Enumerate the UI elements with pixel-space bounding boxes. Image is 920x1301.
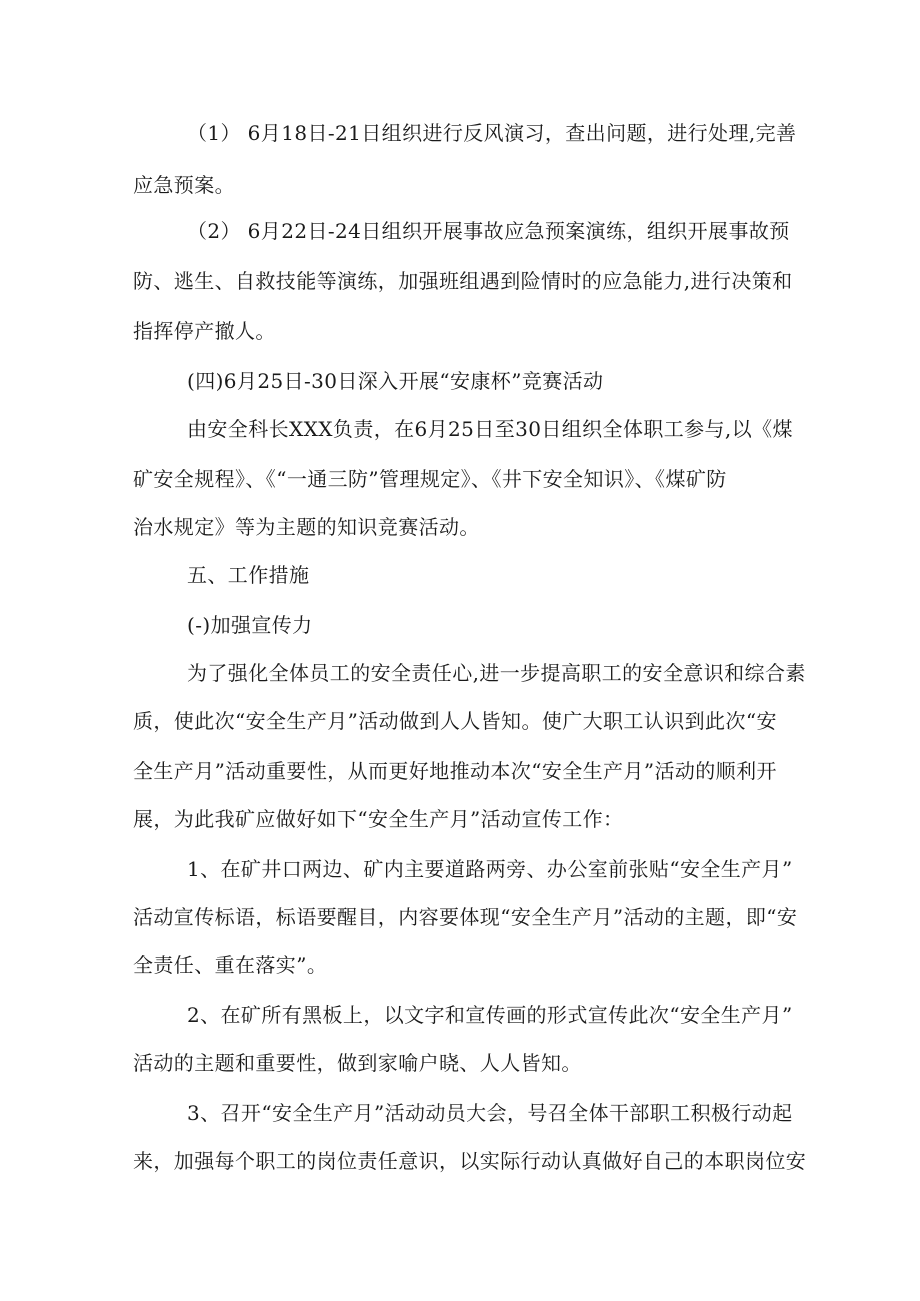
text-line: 活动宣传标语，标语要醒目，内容要体现“安全生产月”活动的主题，即“安: [133, 905, 798, 929]
text-line: 全生产月”活动重要性，从而更好地推动本次“安全生产月”活动的顺利开: [133, 759, 777, 783]
text-line: 质，使此次“安全生产月”活动做到人人皆知。使广大职工认识到此次“安: [133, 709, 777, 733]
text-line: 矿安全规程》、《“一通三防”管理规定》、《井下安全知识》、《煤矿防: [133, 467, 727, 491]
text-line: 1、在矿井口两边、矿内主要道路两旁、办公室前张贴“安全生产月”: [187, 857, 793, 881]
text-line: （2） 6月22日-24日组织开展事故应急预案演练，组织开展事故预: [187, 219, 790, 243]
text-line: 3、召开“安全生产月”活动动员大会，号召全体干部职工积极行动起: [187, 1101, 793, 1125]
text-line: 活动的主题和重要性，做到家喻户晓、人人皆知。: [133, 1051, 582, 1075]
section-heading: (四)6月25日-30日深入开展“安康杯”竞赛活动: [187, 369, 604, 393]
text-line: 展，为此我矿应做好如下“安全生产月”活动宣传工作：: [133, 807, 624, 831]
text-line: （1） 6月18日-21日组织进行反风演习，查出问题，进行处理,完善: [187, 121, 797, 145]
text-line: 由安全科长XXX负责，在6月25日至30日组织全体职工参与,以《煤: [187, 417, 793, 441]
text-line: 指挥停产撤人。: [133, 319, 276, 343]
section-heading: (-)加强宣传力: [187, 613, 313, 637]
text-line: 来，加强每个职工的岗位责任意识，以实际行动认真做好自己的本职岗位安: [133, 1149, 807, 1173]
section-heading: 五、工作措施: [187, 563, 310, 587]
text-line: 应急预案。: [133, 173, 235, 197]
text-line: 全责任、重在落实”。: [133, 953, 328, 977]
text-line: 为了强化全体员工的安全责任心,进一步提高职工的安全意识和综合素: [187, 661, 806, 685]
text-line: 防、逃生、自救技能等演练，加强班组遇到险情时的应急能力,进行决策和: [133, 269, 793, 293]
text-line: 2、在矿所有黑板上，以文字和宣传画的形式宣传此次“安全生产月”: [187, 1003, 793, 1027]
text-line: 治水规定》等为主题的知识竞赛活动。: [133, 515, 480, 539]
